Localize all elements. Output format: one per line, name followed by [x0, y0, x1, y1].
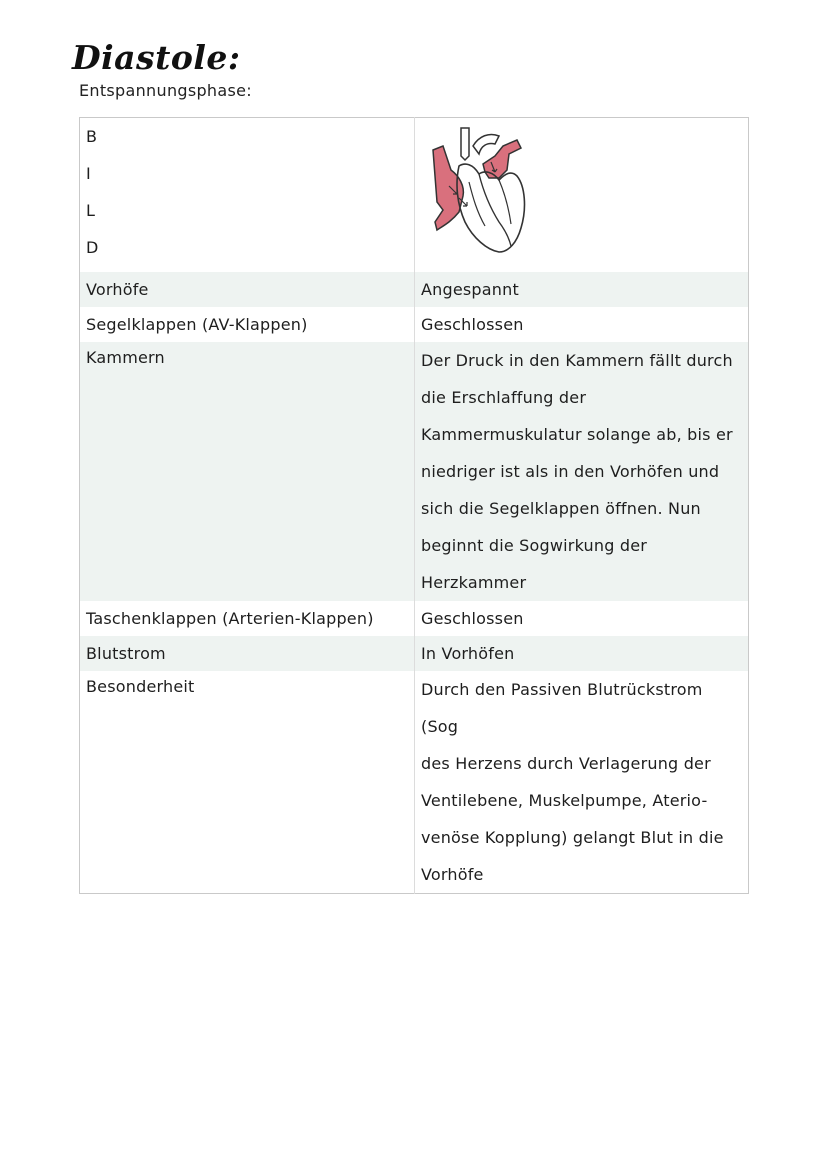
image-label: B I L D	[86, 127, 99, 257]
page-title: Diastole:	[72, 38, 241, 77]
row-value: Geschlossen	[415, 307, 749, 342]
table-row	[80, 671, 749, 894]
row-label: Segelklappen (AV-Klappen)	[86, 315, 308, 334]
row-label: Kammern	[80, 342, 415, 601]
image-label-cell	[80, 118, 415, 273]
row-label: Besonderheit	[86, 677, 195, 696]
row-label: Blutstrom	[80, 636, 415, 671]
row-value: Der Druck in den Kammern fällt durch die Erschlaffung der Kammermuskulatur solange ab, bis er niedriger ist als in den Vorhöfen und sich die Segelklappen öffnen. Nun beginnt die Sogwirkung der Herzkammer	[415, 342, 749, 601]
diastole-table	[79, 117, 749, 894]
row-label: Vorhöfe	[80, 272, 415, 307]
row-value: Durch den Passiven Blutrückstrom (Sog des Herzens durch Verlagerung der Ventilebene, Muskelpumpe, Aterio- venöse Kopplung) gelangt Blut in die Vorhöfe	[415, 671, 749, 894]
table-row	[80, 342, 749, 601]
page-subtitle: Entspannungsphase:	[79, 81, 252, 100]
row-value: Geschlossen	[415, 601, 749, 636]
table-row	[80, 601, 749, 636]
table-row	[80, 272, 749, 307]
heart-diagram-icon	[429, 126, 541, 254]
table-row	[80, 307, 749, 342]
table-row	[80, 636, 749, 671]
row-label: Taschenklappen (Arterien-Klappen)	[86, 609, 374, 628]
row-value: In Vorhöfen	[415, 636, 749, 671]
table-row-image	[80, 118, 749, 273]
row-value: Angespannt	[415, 272, 749, 307]
heart-image-cell	[415, 118, 749, 273]
